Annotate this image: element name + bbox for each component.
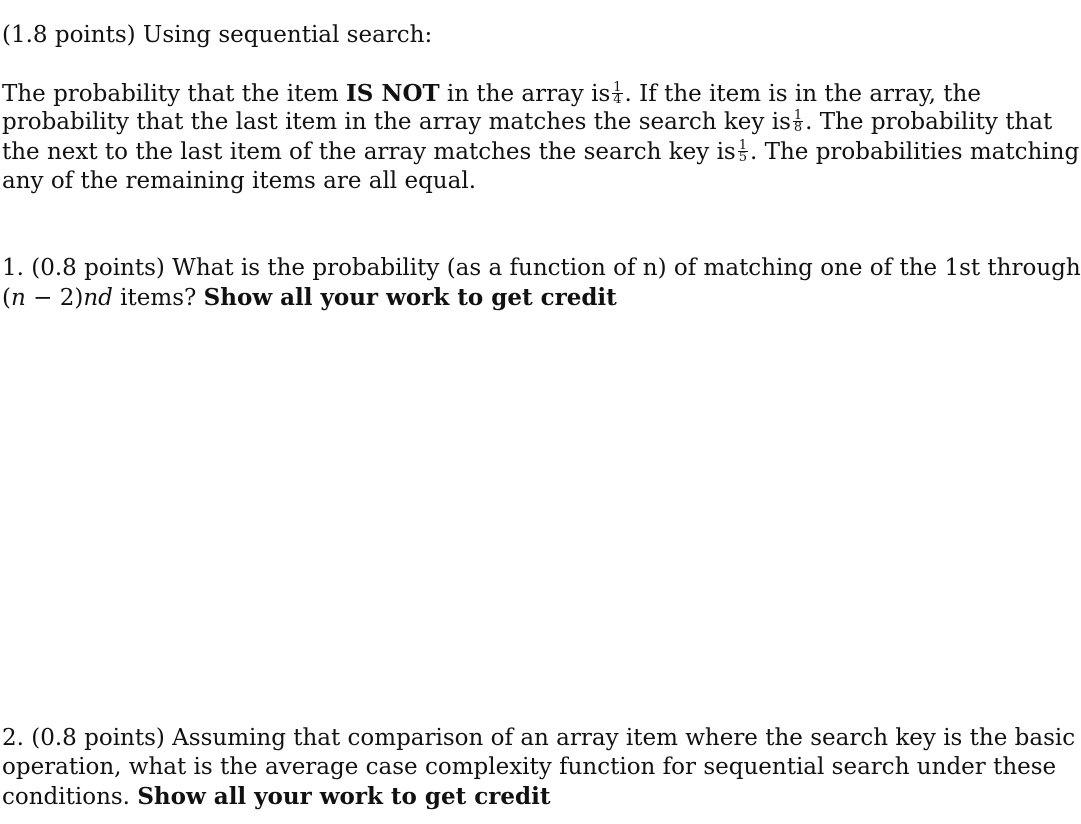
fraction-one-quarter <box>612 79 622 107</box>
question-2-text: operation, what is the average case complexity function for sequential search under these <box>2 754 1057 780</box>
fraction-denominator: 4 <box>613 91 622 107</box>
intro-text: the next to the last item of the array matches the search key is <box>2 139 736 165</box>
intro-line-3 <box>2 137 1080 167</box>
intro-text: in the array is <box>446 81 611 107</box>
math-variable-n: n <box>10 285 26 311</box>
question-1-line-2 <box>2 283 617 313</box>
intro-text: . If the item is in the array, the <box>624 81 981 107</box>
math-expression: − 2) <box>25 285 84 311</box>
question-2-line-1 <box>2 724 1076 753</box>
fraction-numerator: 1 <box>738 137 748 153</box>
fraction-one-eighth <box>793 107 803 135</box>
problem-header-text: (1.8 points) Using sequential search: <box>2 22 433 48</box>
question-1-text: items? <box>112 285 204 311</box>
intro-text: . The probabilities matching <box>750 139 1080 165</box>
question-1-line-1 <box>2 254 1081 283</box>
fraction-denominator: 8 <box>793 119 803 135</box>
intro-line-2 <box>2 107 1053 137</box>
intro-text: probability that the last item in the array matches the search key is <box>2 109 791 135</box>
intro-emphasis: IS NOT <box>346 80 440 107</box>
intro-line-1 <box>2 79 981 109</box>
question-2-line-3 <box>2 782 550 812</box>
question-2-instruction: Show all your work to get credit <box>137 783 551 810</box>
fraction-numerator: 1 <box>613 79 622 95</box>
problem-header <box>2 21 432 50</box>
intro-text: . The probability that <box>805 109 1053 135</box>
fraction-numerator: 1 <box>793 107 803 123</box>
question-1-text: 1. (0.8 points) What is the probability (as a function of n) of matching one of the 1st through <box>2 255 1081 281</box>
fraction-one-fifth <box>738 137 748 165</box>
intro-text: The probability that the item <box>2 81 339 107</box>
question-1-instruction: Show all your work to get credit <box>203 284 617 311</box>
question-2-text: 2. (0.8 points) Assuming that comparison of an array item where the search key is the basic <box>2 725 1076 751</box>
intro-text: any of the remaining items are all equal. <box>2 168 477 194</box>
intro-line-4 <box>2 167 476 196</box>
math-suffix-nd: nd <box>83 285 113 311</box>
question-2-line-2 <box>2 753 1057 782</box>
fraction-denominator: 5 <box>738 149 748 165</box>
question-2-text: conditions. <box>2 784 138 810</box>
math-paren: ( <box>2 285 11 311</box>
